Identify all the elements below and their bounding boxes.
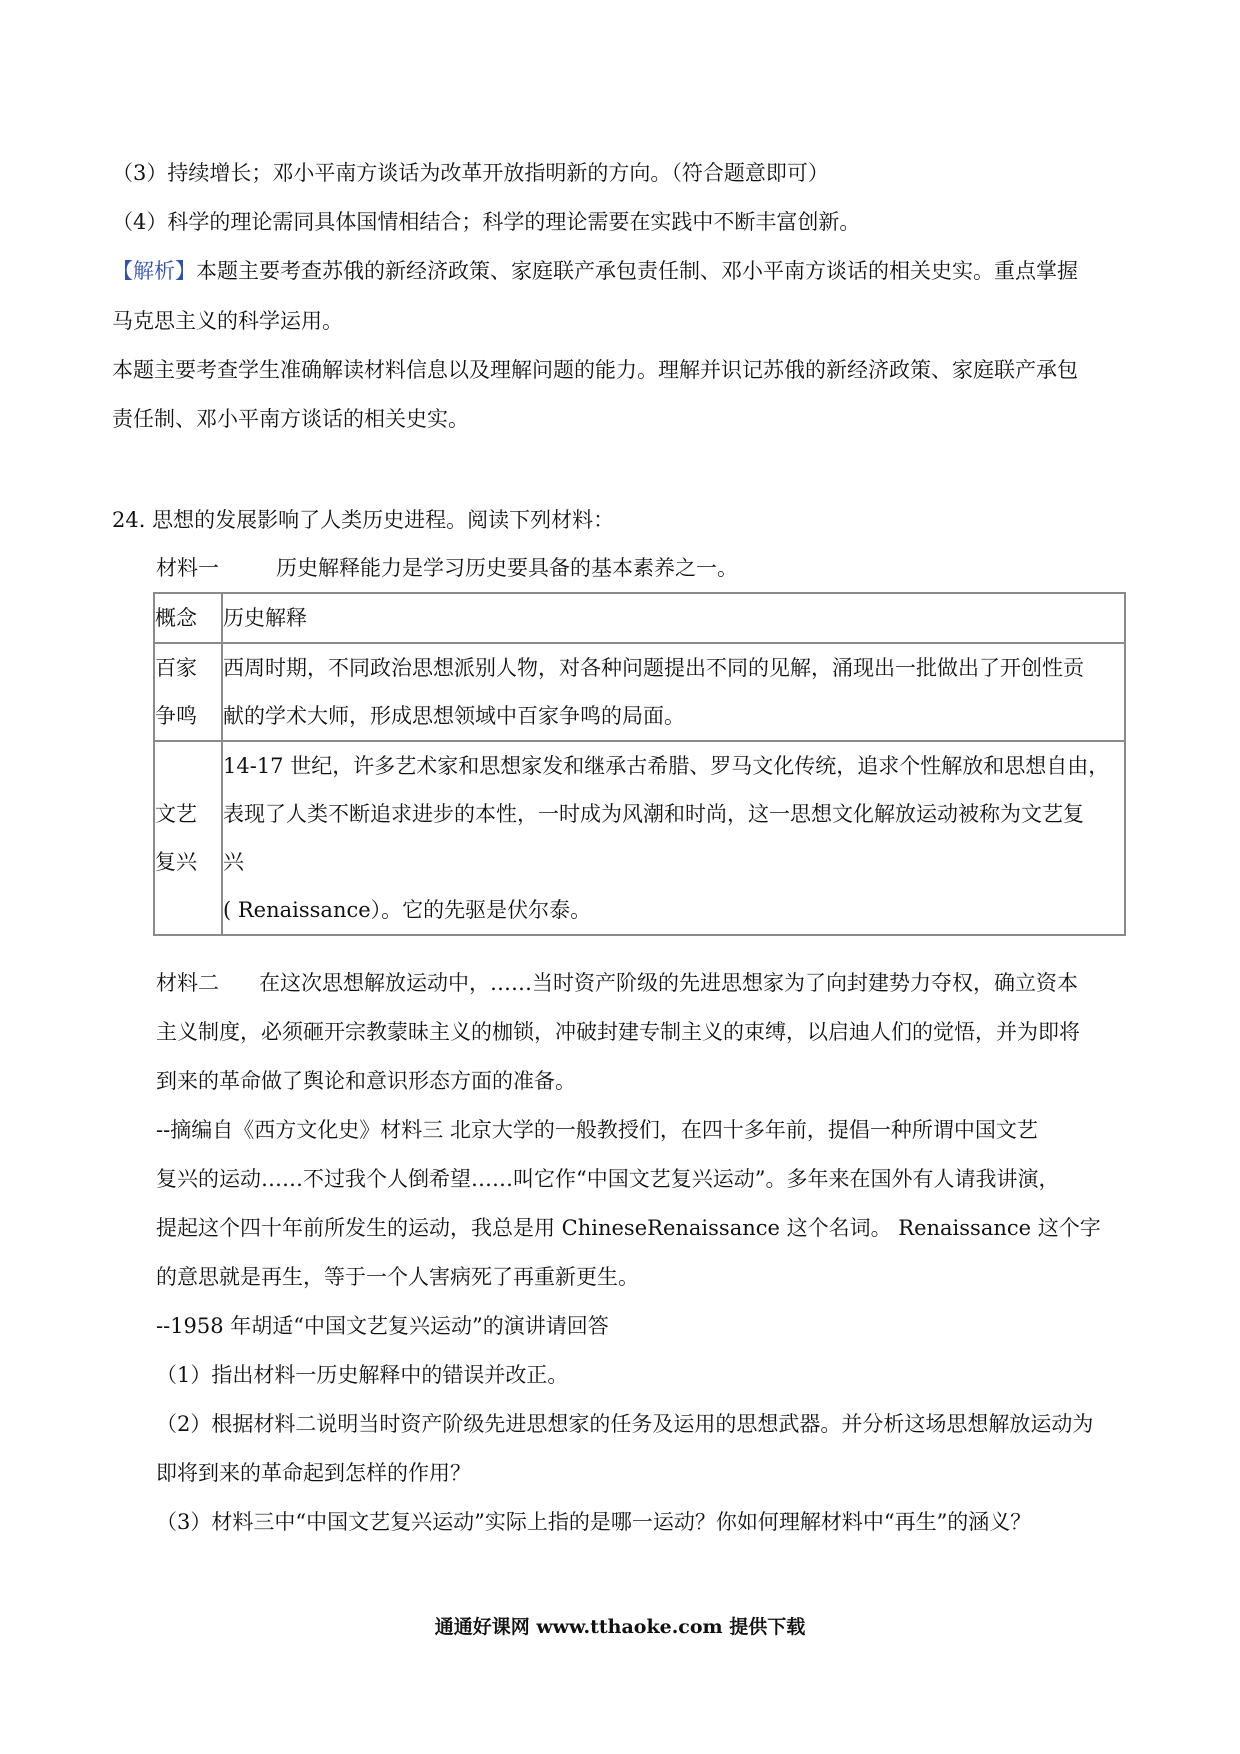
table-cell-concept: 文艺 复兴 [154,741,222,935]
analysis-tag: 【解析】 [112,259,196,283]
analysis-line-4: 责任制、邓小平南方谈话的相关史实。 [112,407,469,431]
analysis-text-1: 本题主要考查苏俄的新经济政策、家庭联产承包责任制、邓小平南方谈话的相关史实。重点掌握 [196,259,1078,283]
subquestion-2-line-1: （2）根据材料二说明当时资产阶级先进思想家的任务及运用的思想武器。并分析这场思想解放运动为 [156,1412,1094,1436]
history-explanation-table [153,592,1126,936]
table-cell-explanation: 14-17 世纪，许多艺术家和思想家发和继承古希腊、罗马文化传统，追求个性解放和思想自由， 表现了人类不断追求进步的本性，一时成为风潮和时尚，这一思想文化解放运动被称为文艺复 兴 ( Renaissance）。它的先驱是伏尔泰。 [222,741,1125,935]
subquestion-3: （3）材料三中“中国文艺复兴运动”实际上指的是哪一运动？你如何理解材料中“再生”的涵义？ [156,1510,1032,1534]
material-2-line-1 [156,968,1078,998]
table-row [154,741,1125,935]
material-3-line-1: --摘编自《西方文化史》材料三 北京大学的一般教授们，在四十多年前，提倡一种所谓中国文艺 [156,1118,1038,1142]
material-2-line-2: 主义制度，必须砸开宗教蒙昧主义的枷锁，冲破封建专制主义的束缚，以启迪人们的觉悟，并为即将 [156,1020,1080,1044]
table-cell-explanation: 西周时期，不同政治思想派别人物，对各种问题提出不同的见解，涌现出一批做出了开创性贡 献的学术大师，形成思想领域中百家争鸣的局面。 [222,643,1125,741]
table-row [154,593,1125,643]
table-row [154,643,1125,741]
material-3-source: --1958 年胡适“中国文艺复兴运动”的演讲请回答 [156,1314,609,1338]
analysis-line-1 [112,256,1078,286]
material-1-label: 材料一 [156,556,219,580]
analysis-line-3: 本题主要考查学生准确解读材料信息以及理解问题的能力。理解并识记苏俄的新经济政策、家庭联产承包 [112,358,1078,382]
material-2-text-1: 在这次思想解放运动中，……当时资产阶级的先进思想家为了向封建势力夺权，确立资本 [259,971,1078,995]
material-3-line-3: 提起这个四十年前所发生的运动，我总是用 ChineseRenaissance 这个名词。 Renaissance 这个字 [156,1216,1101,1240]
question-title: 24. 思想的发展影响了人类历史进程。阅读下列材料： [112,508,615,532]
material-3-line-2: 复兴的运动……不过我个人倒希望……叫它作“中国文艺复兴运动”。多年来在国外有人请我讲演， [156,1167,1060,1191]
subquestion-1: （1）指出材料一历史解释中的错误并改正。 [156,1363,569,1387]
answer-3: （3）持续增长；邓小平南方谈话为改革开放指明新的方向。（符合题意即可） [112,161,829,185]
page-footer: 通通好课网 www.tthaoke.com 提供下载 [434,1616,806,1638]
analysis-line-2: 马克思主义的科学运用。 [112,309,343,333]
table-header-explanation: 历史解释 [222,593,1125,643]
table-cell-concept: 百家 争鸣 [154,643,222,741]
subquestion-2-line-2: 即将到来的革命起到怎样的作用？ [156,1461,471,1485]
material-1-text: 历史解释能力是学习历史要具备的基本素养之一。 [276,556,738,580]
material-2-line-3: 到来的革命做了舆论和意识形态方面的准备。 [156,1069,576,1093]
material-3-line-4: 的意思就是再生，等于一个人害病死了再重新更生。 [156,1265,639,1289]
answer-4: （4）科学的理论需同具体国情相结合；科学的理论需要在实践中不断丰富创新。 [112,210,861,234]
table-header-concept: 概念 [154,593,222,643]
material-2-label: 材料二 [156,971,219,995]
